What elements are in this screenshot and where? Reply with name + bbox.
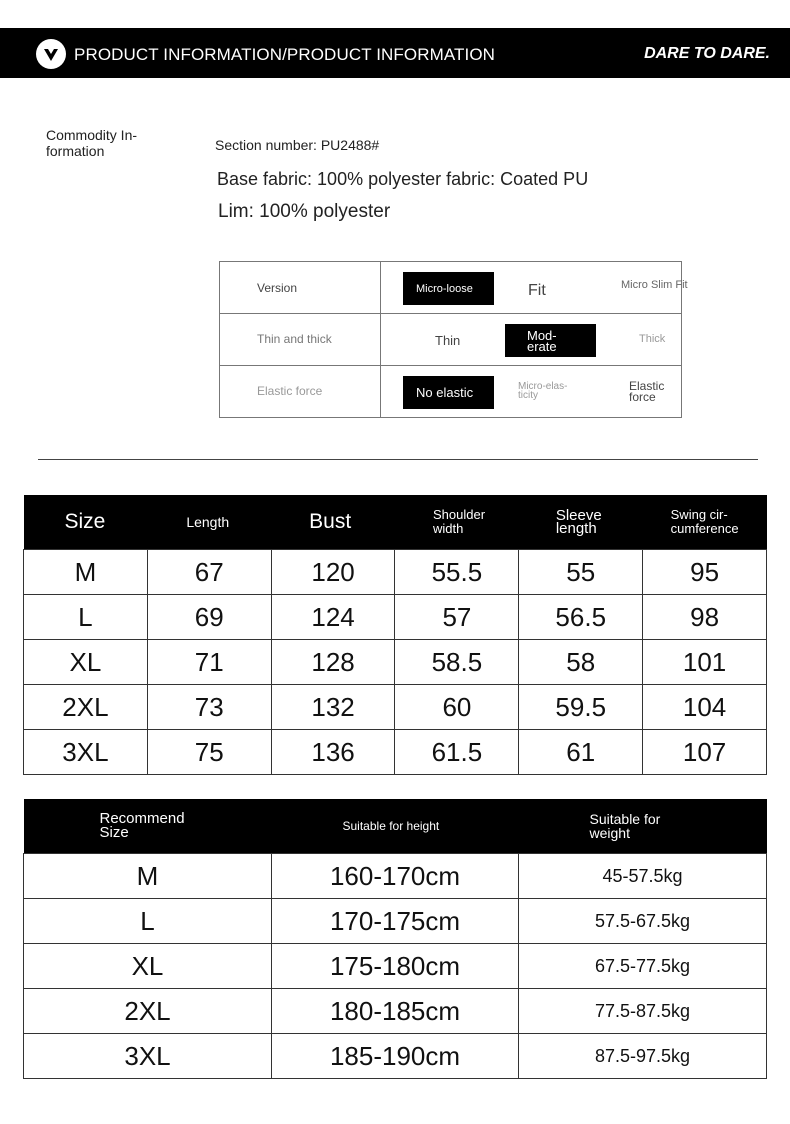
cell-bust: 132 — [271, 685, 395, 730]
base-fabric: Base fabric: 100% polyester fabric: Coated PU — [217, 169, 589, 189]
table-row — [24, 854, 767, 899]
option: Elastic force — [629, 379, 665, 404]
cell-size: XL — [24, 944, 272, 989]
cell-sleeve: 56.5 — [519, 595, 643, 640]
attribute-label: Thin and thick — [220, 314, 381, 366]
column-header-label: Shoulder width — [432, 507, 486, 536]
attribute-options — [381, 366, 682, 418]
column-header — [519, 799, 767, 854]
column-header-label: Sleeve length — [555, 507, 602, 537]
table-row — [24, 640, 767, 685]
lining-fabric: Lim: 100% polyester — [218, 201, 391, 222]
option-selected: Micro-loose — [403, 272, 494, 305]
recommend-size-table — [23, 799, 767, 1079]
cell-weight: 57.5-67.5kg — [519, 899, 767, 944]
size-chart-table — [23, 495, 767, 775]
column-header: Suitable for height — [272, 799, 519, 854]
cell-swing: 104 — [643, 685, 767, 730]
cell-sleeve: 59.5 — [519, 685, 643, 730]
cell-size: L — [24, 595, 148, 640]
section-number: Section number: PU2488# — [215, 137, 380, 153]
brand-logo-icon — [36, 39, 66, 69]
cell-height: 175-180cm — [272, 944, 519, 989]
option-selected-label: Mod-erate — [527, 327, 557, 354]
cell-size: 2XL — [24, 685, 148, 730]
cell-length: 73 — [147, 685, 271, 730]
option-selected — [505, 324, 596, 357]
attribute-row-thickness — [220, 314, 682, 366]
table-row — [24, 989, 767, 1034]
option: Micro Slim Fit — [621, 279, 688, 291]
cell-length: 67 — [147, 550, 271, 595]
cell-swing: 98 — [643, 595, 767, 640]
table-row — [24, 899, 767, 944]
cell-size: XL — [24, 640, 148, 685]
table-header-row — [24, 799, 767, 854]
attribute-row-elasticity — [220, 366, 682, 418]
column-header — [395, 495, 519, 550]
option: Micro-elas-ticity — [518, 381, 568, 401]
cell-bust: 120 — [271, 550, 395, 595]
header-title: PRODUCT INFORMATION/PRODUCT INFORMATION — [74, 45, 496, 64]
cell-weight: 67.5-77.5kg — [519, 944, 767, 989]
cell-size: L — [24, 899, 272, 944]
brand-slogan: DARE TO DARE. — [644, 45, 770, 62]
table-row — [24, 595, 767, 640]
cell-sleeve: 61 — [519, 730, 643, 775]
table-row — [24, 550, 767, 595]
cell-bust: 136 — [271, 730, 395, 775]
cell-bust: 124 — [271, 595, 395, 640]
cell-swing: 95 — [643, 550, 767, 595]
column-header — [643, 495, 767, 550]
cell-size: 2XL — [24, 989, 272, 1034]
cell-bust: 128 — [271, 640, 395, 685]
option: Thick — [639, 333, 666, 345]
attribute-options — [381, 262, 688, 314]
cell-height: 160-170cm — [272, 854, 519, 899]
column-header: Size — [24, 495, 148, 550]
cell-length: 71 — [147, 640, 271, 685]
table-row — [24, 730, 767, 775]
table-row — [24, 1034, 767, 1079]
option-selected: No elastic — [403, 376, 494, 409]
attribute-label: Elastic force — [220, 366, 381, 418]
column-header-label: Recommend Size — [99, 810, 185, 841]
cell-size: M — [24, 550, 148, 595]
divider — [38, 459, 758, 460]
cell-shoulder: 55.5 — [395, 550, 519, 595]
cell-sleeve: 55 — [519, 550, 643, 595]
cell-shoulder: 60 — [395, 685, 519, 730]
cell-length: 75 — [147, 730, 271, 775]
cell-shoulder: 57 — [395, 595, 519, 640]
cell-size: 3XL — [24, 1034, 272, 1079]
attribute-options — [381, 314, 682, 366]
option: Thin — [435, 333, 461, 348]
table-header-row — [24, 495, 767, 550]
cell-weight: 45-57.5kg — [519, 854, 767, 899]
cell-shoulder: 58.5 — [395, 640, 519, 685]
cell-shoulder: 61.5 — [395, 730, 519, 775]
column-header — [24, 799, 272, 854]
header-bar — [0, 28, 790, 78]
commodity-label: Commodity In-formation — [46, 127, 138, 159]
column-header-label: Suitable for weight — [589, 811, 661, 841]
table-row — [24, 685, 767, 730]
attribute-table — [219, 261, 688, 418]
column-header: Bust — [271, 495, 395, 550]
column-header-label: Swing cir-cumference — [670, 507, 739, 536]
column-header: Length — [147, 495, 271, 550]
cell-length: 69 — [147, 595, 271, 640]
cell-size: 3XL — [24, 730, 148, 775]
cell-weight: 77.5-87.5kg — [519, 989, 767, 1034]
cell-height: 170-175cm — [272, 899, 519, 944]
cell-swing: 107 — [643, 730, 767, 775]
cell-height: 185-190cm — [272, 1034, 519, 1079]
table-row — [24, 944, 767, 989]
attribute-row-version — [220, 262, 682, 314]
option: Fit — [528, 282, 546, 299]
cell-swing: 101 — [643, 640, 767, 685]
cell-sleeve: 58 — [519, 640, 643, 685]
cell-height: 180-185cm — [272, 989, 519, 1034]
attribute-label: Version — [220, 262, 381, 314]
cell-weight: 87.5-97.5kg — [519, 1034, 767, 1079]
column-header — [519, 495, 643, 550]
cell-size: M — [24, 854, 272, 899]
